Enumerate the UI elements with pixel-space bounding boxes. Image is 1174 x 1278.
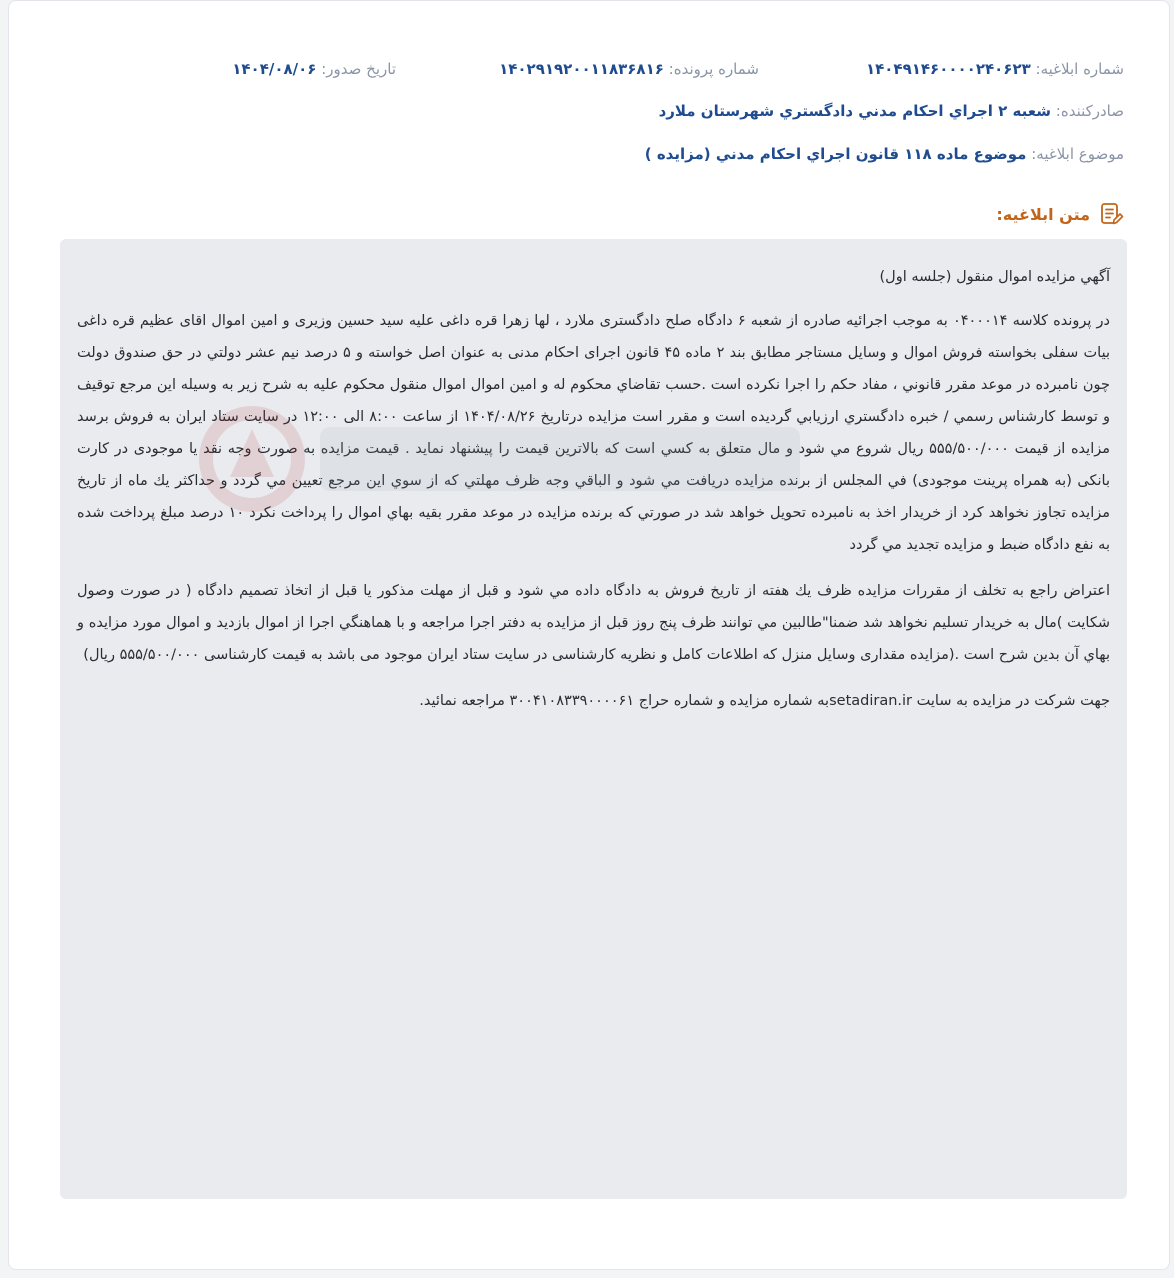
notice-heading: آگهي مزايده اموال منقول (جلسه اول) [879,269,1110,285]
subject-label: موضوع ابلاغیه: [1031,145,1124,163]
notice-body [60,239,1127,1199]
notice-text-title: متن ابلاغیه: [996,204,1090,224]
issue-date-value: ۱۴۰۴/۰۸/۰۶ [232,60,317,78]
notice-paragraph-3: جهت شرکت در مزایده به سایت setadiran.irبه شماره مزایده و شماره حراج ۳۰۰۴۱۰۸۳۳۹۰۰۰۰۶۱ مراجعه نمائید. [419,693,1110,709]
subject-field [645,144,1124,164]
notice-number-label: شماره ابلاغیه: [1035,60,1124,78]
notice-text-header [996,201,1124,227]
notice-number-value: ۱۴۰۴۹۱۴۶۰۰۰۰۲۴۰۶۲۳ [865,60,1031,78]
issuer-field [659,101,1124,121]
issuer-value: شعبه ۲ اجراي احكام مدني دادگستري شهرستان ملارد [658,102,1051,120]
issue-date-field [232,59,396,79]
case-number-field [499,59,759,79]
document-icon [1098,201,1124,227]
case-number-value: ۱۴۰۲۹۱۹۲۰۰۱۱۸۳۶۸۱۶ [499,60,664,78]
issuer-label: صادرکننده: [1055,102,1124,120]
issue-date-label: تاریخ صدور: [321,60,396,78]
notice-paragraph-2: اعتراض راجع به تخلف از مقررات مزايده ظرف يك هفته از تاريخ فروش به دادگاه داده مي شود و قبل از مهلت مذكور يا قبل از اتخاذ تصميم دادگاه ( در صورت وصول شكايت )مال به خريدار تسليم نخواهد شد ضمنا"طالبين مي توانند ظرف پنج روز قبل از مزايده به دفتر اجرا مراجعه و با هماهنگي اجرا از اموال بازديد و اموال مورد مزايده و بهاي آن بدين شرح است .(مزایده مقداری وسایل منزل که اطلاعات کامل و نظریه کارشناسی در سایت ستاد ایران موجود می باشد به قیمت کارشناسی ۵۵۵/۵۰۰/۰۰۰ ریال) [77,583,1110,663]
notice-card [8,0,1170,1270]
subject-value: موضوع ماده ۱۱۸ قانون اجراي احكام مدني (مزايده ) [644,145,1027,163]
notice-number-field [866,59,1124,79]
notice-paragraph-1: در پرونده كلاسه ۰۴۰۰۰۱۴ به موجب اجرائيه صادره از شعبه ۶ دادگاه صلح دادگستری ملارد ، لها زهرا قره داغی علیه سید حسین وزیری و امین اموال اقای عظیم قره داغی بیات سفلی بخواسته فروش اموال و وسایل مستاجر مطابق بند ۲ ماده ۴۵ قانون اجرای احکام مدنی به عنوان اصل خواسته و ۵ درصد نيم عشر دولتي در حق صندوق دولت چون نامبرده در موعد مقرر قانوني ، مفاد حكم را اجرا نكرده است .حسب تقاضاي محكوم له و امین اموال اموال منقول محكوم عليه به شرح زير به وسيله اين مرجع توقيف و توسط كارشناس رسمي / خبره دادگستري ارزيابي گرديده است و مقرر است مزايده درتاريخ ۱۴۰۴/۰۸/۲۶ از ساعت ۸:۰۰ الی ۱۲:۰۰ در سایت ستاد ایران به فروش برسد مزايده از قيمت ۵۵۵/۵۰۰/۰۰۰ ريال شروع مي شود و مال متعلق به كسي است كه بالاترين قيمت را پيشنهاد نمايد . قيمت مزايده به صورت وجه نقد یا موجودی در کارت بانکی (به همراه پرینت موجودی) في المجلس از برنده مزايده دريافت مي شود و الباقي وجه ظرف مهلتي كه از سوي اين مرجع تعيين مي گردد و حداكثر يك ماه از تاريخ مزايده تجاوز نخواهد كرد از خريدار اخذ به نامبرده تحويل خواهد شد در صورتي كه برنده مزايده در موعد مقرر بقيه بهاي اموال را پرداخت نكرد ۱۰ درصد مبلغ پرداخت شده به نفع دادگاه ضبط و مزايده تجديد مي گردد [77,313,1111,553]
case-number-label: شماره پرونده: [668,60,759,78]
